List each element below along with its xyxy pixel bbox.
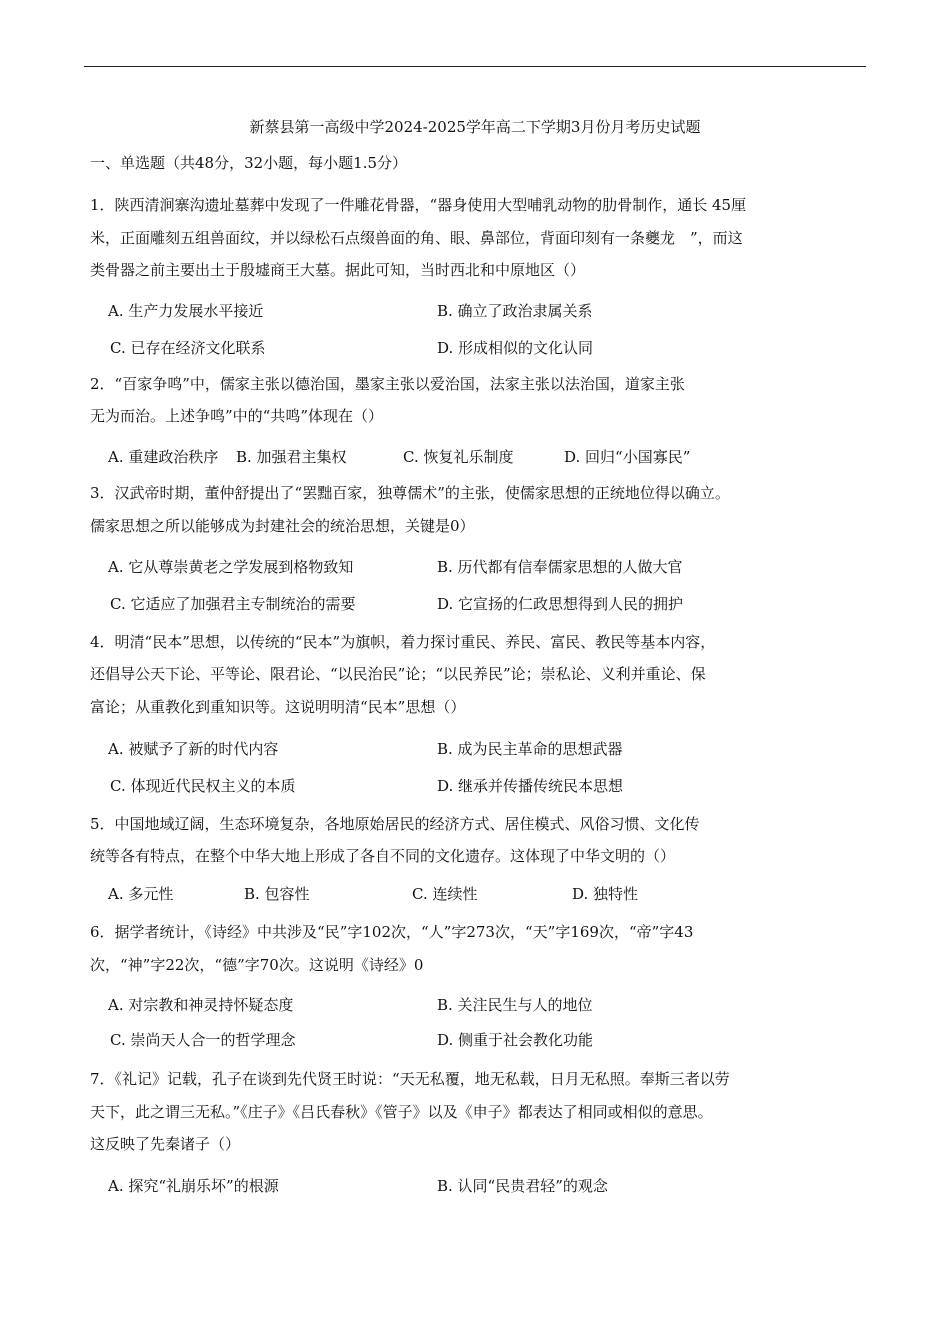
question-5-option-a[interactable]: A. 多元性 — [108, 885, 174, 903]
question-4-option-c[interactable]: C. 体现近代民权主义的本质 — [110, 777, 296, 795]
question-4-line-1: 4．明清“民本”思想，以传统的“民本”为旗帜，着力探讨重民、养民、富民、教民等基本内容， — [90, 633, 716, 651]
question-7-option-a[interactable]: A. 探究“礼崩乐坏”的根源 — [108, 1177, 279, 1195]
question-1-line-3: 类骨器之前主要出土于殷墟商王大墓。据此可知，当时西北和中原地区（） — [90, 261, 586, 279]
question-5-option-b[interactable]: B. 包容性 — [244, 885, 310, 903]
question-3-option-b[interactable]: B. 历代都有信奉儒家思想的人做大官 — [437, 558, 683, 576]
question-1-line-1: 1．陕西清涧寨沟遗址墓葬中发现了一件雕花骨器，“器身使用大型哺乳动物的肋骨制作，通长 45厘 — [90, 196, 747, 214]
question-3-line-2: 儒家思想之所以能够成为封建社会的统治思想，关键是0） — [90, 517, 475, 535]
question-7-line-1: 7．《礼记》记载，孔子在谈到先代贤王时说：“天无私覆，地无私载，日月无私照。奉斯三者以劳 — [90, 1070, 730, 1088]
question-2-line-2: 无为而治。上述争鸣”中的“共鸣”体现在（） — [90, 407, 384, 425]
question-6-line-2: 次，“神”字22次，“德”字70次。这说明《诗经》0 — [90, 956, 424, 974]
question-2-option-b[interactable]: B. 加强君主集权 — [236, 448, 347, 466]
question-2-option-c[interactable]: C. 恢复礼乐制度 — [403, 448, 514, 466]
question-5-line-2: 统等各有特点，在整个中华大地上形成了各自不同的文化遗存。这体现了中华文明的（） — [90, 847, 676, 865]
question-6-option-d[interactable]: D. 侧重于社会教化功能 — [437, 1031, 594, 1049]
question-7-line-3: 这反映了先秦诸子（） — [90, 1135, 241, 1153]
question-3-option-a[interactable]: A. 它从尊崇黄老之学发展到格物致知 — [108, 558, 354, 576]
section-heading: 一、单选题（共48分，32小题，每小题1.5分） — [90, 154, 408, 172]
question-6-option-b[interactable]: B. 关注民生与人的地位 — [437, 996, 593, 1014]
question-7-line-2: 天下，此之谓三无私。”《庄子》《吕氏春秋》《管子》以及《申子》都表达了相同或相似的意思。 — [90, 1103, 713, 1121]
question-6-option-c[interactable]: C. 崇尚天人合一的哲学理念 — [110, 1031, 296, 1049]
question-2-line-1: 2．“百家争鸣”中，儒家主张以德治国，墨家主张以爱治国，法家主张以法治国，道家主张 — [90, 375, 685, 393]
question-4-line-3: 富论；从重教化到重知识等。这说明明清“民本”思想（） — [90, 698, 466, 716]
question-6-line-1: 6．据学者统计，《诗经》中共涉及“民”字102次，“人”字273次，“天”字169次，“帝”字43 — [90, 923, 694, 941]
question-5-option-c[interactable]: C. 连续性 — [412, 885, 478, 903]
question-1-option-b[interactable]: B. 确立了政治隶属关系 — [437, 302, 593, 320]
question-1-line-2: 米，正面雕刻五组兽面纹，并以绿松石点缀兽面的角、眼、鼻部位，背面印刻有一条夔龙 ”，而这 — [90, 229, 743, 247]
question-1-option-c[interactable]: C. 已存在经济文化联系 — [110, 339, 266, 357]
question-3-line-1: 3．汉武帝时期，董仲舒提出了“罢黜百家，独尊儒术”的主张，使儒家思想的正统地位得以确立。 — [90, 484, 730, 502]
question-7-option-b[interactable]: B. 认同“民贵君轻”的观念 — [437, 1177, 608, 1195]
question-1-option-a[interactable]: A. 生产力发展水平接近 — [108, 302, 264, 320]
question-2-option-d[interactable]: D. 回归“小国寡民” — [564, 448, 691, 466]
question-3-option-d[interactable]: D. 它宣扬的仁政思想得到人民的拥护 — [437, 595, 684, 613]
question-4-line-2: 还倡导公天下论、平等论、限君论、“以民治民”论；“以民养民”论；崇私论、义利并重论、保 — [90, 665, 706, 683]
question-5-option-d[interactable]: D. 独特性 — [572, 885, 639, 903]
exam-title: 新蔡县第一高级中学2024-2025学年高二下学期3月份月考历史试题 — [249, 118, 701, 136]
question-3-option-c[interactable]: C. 它适应了加强君主专制统治的需要 — [110, 595, 356, 613]
question-4-option-d[interactable]: D. 继承并传播传统民本思想 — [437, 777, 624, 795]
header-rule — [84, 66, 866, 67]
question-4-option-a[interactable]: A. 被赋予了新的时代内容 — [108, 740, 279, 758]
question-4-option-b[interactable]: B. 成为民主革命的思想武器 — [437, 740, 623, 758]
question-5-line-1: 5．中国地域辽阔，生态环境复杂，各地原始居民的经济方式、居住模式、风俗习惯、文化传 — [90, 815, 700, 833]
question-2-option-a[interactable]: A. 重建政治秩序 — [108, 448, 219, 466]
question-6-option-a[interactable]: A. 对宗教和神灵持怀疑态度 — [108, 996, 294, 1014]
question-1-option-d[interactable]: D. 形成相似的文化认同 — [437, 339, 594, 357]
